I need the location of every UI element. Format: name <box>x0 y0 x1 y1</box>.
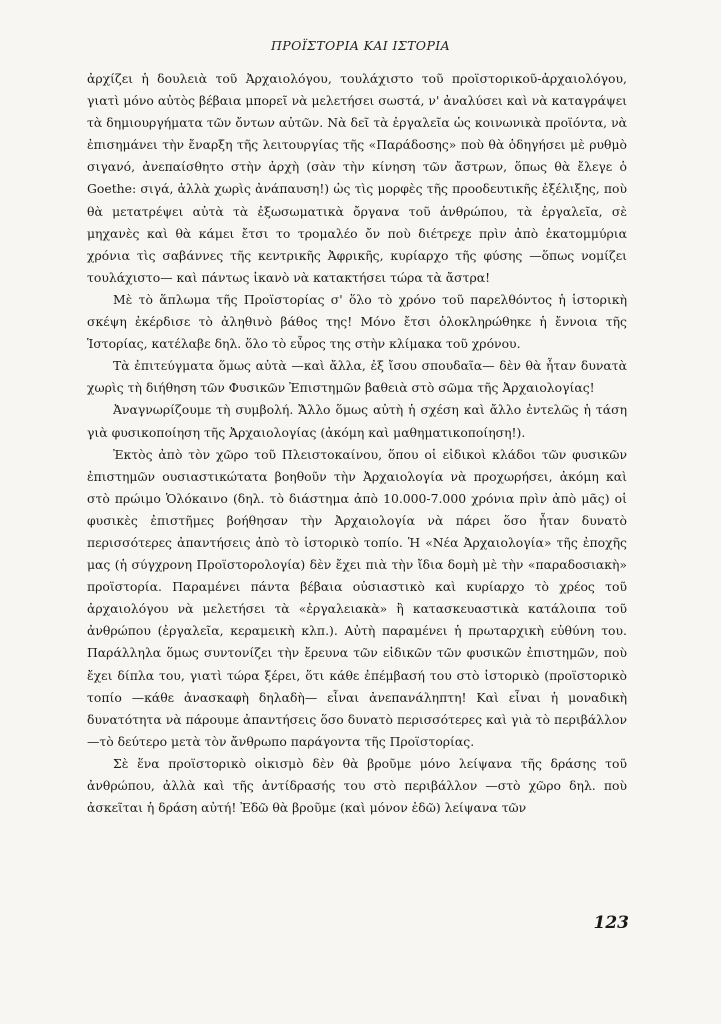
running-head: ΠΡΟΪΣΤΟΡΙΑ ΚΑΙ ΙΣΤΟΡΙΑ <box>270 38 451 53</box>
body-text <box>87 68 627 819</box>
paragraph: Ἐκτὸς ἀπὸ τὸν χῶρο τοῦ Πλειστοκαίνου, ὅπου οἱ εἰδικοὶ κλάδοι τῶν φυσικῶν ἐπιστημῶν ουσιαστικώτατα βοηθοῦν τὴν Ἀρχαιολογία νὰ προχωρήσει, ἀκόμη καὶ στὸ πρώιμο Ὁλόκαινο (δηλ. τὸ διάστημα ἀπὸ 10.000-7.000 χρόνια πρὶν ἀπὸ μᾶς) οἱ φυσικὲς ἐπιστῆμες βοήθησαν τὴν Ἀρχαιολογία νὰ πάρει ὅσο ἦταν δυνατὸ περισσότερες ἀπαντήσεις ἀπὸ τὸ ἱστορικὸ τοπίο. Ἡ «Νέα Ἀρχαιολογία» τῆς ἐποχῆς μας (ἡ σύγχρονη Προϊστορολογία) δὲν ἔχει πιὰ τὴν ἴδια δομὴ μὲ τὴν «παραδοσιακὴ» προϊστορία. Παραμένει πάντα βέβαια οὐσιαστικὸ καὶ κυρίαρχο τὸ χρέος τοῦ ἀρχαιολόγου νὰ μελετήσει τὰ «ἐργαλειακὰ» ἢ κατασκευαστικὰ κατάλοιπα τοῦ ἀνθρώπου (ἐργαλεῖα, κεραμεικὴ κλπ.). Αὐτὴ παραμένει ἡ πρωταρχικὴ εὐθύνη του. Παράλληλα ὅμως συντονίζει τὴν ἔρευνα τῶν εἰδικῶν τῶν φυσικῶν ἐπιστημῶν, ποὺ ἔχει δίπλα του, γιατὶ τώρα ξέρει, ὅτι κάθε ἐπέμβασή του στὸ ἱστορικὸ (προϊστορικὸ τοπίο —κάθε ἀνασκαφὴ δηλαδὴ— εἶναι ἀνεπανάληπτη! Καὶ εἶναι ἡ μοναδικὴ δυνατότητα νὰ πάρουμε ἀπαντήσεις ὅσο δυνατὸ περισσότερες καὶ γιὰ τὸ περιβάλλον —τὸ δεύτερο μετὰ τὸν ἄνθρωπο παράγοντα τῆς Προϊστορίας. <box>87 446 627 749</box>
paragraph: ἀρχίζει ἡ δουλειὰ τοῦ Ἀρχαιολόγου, τουλάχιστο τοῦ προϊστορικοῦ-ἀρχαιολόγου, γιατὶ μόνο αὐτὸς βέβαια μπορεῖ νὰ μελετήσει σωστά, ν' ἀναλύσει καὶ νὰ καταγράψει τὰ δημιουργήματα τῶν ὄντων αὐτῶν. Νὰ δεῖ τὰ ἐργαλεῖα ὡς κοινωνικὰ προϊόντα, νὰ ἐπισημάνει τὴν ἔναρξη τῆς λειτουργίας τῆς «Παράδοσης» ποὺ θὰ ὁδηγήσει μὲ ρυθμὸ σιγανό, ἀνεπαίσθητο στὴν ἀρχὴ (σὰν τὴν κίνηση τῶν ἄστρων, ὅπως θὰ ἔλεγε ὁ Goethe: σιγά, ἀλλὰ χωρὶς ἀνάπαυση!) ὡς τὶς μορφὲς τῆς προοδευτικῆς ἐξέλιξης, ποὺ θὰ μετατρέψει αὐτὰ τὰ ἐξωσωματικὰ ὄργανα τοῦ ἀνθρώπου, τὰ ἐργαλεῖα, σὲ μηχανὲς καὶ θὰ κάμει ἔτσι το τρομαλέο ὄν ποὺ διέτρεχε πρὶν ἀπὸ ἑκατομμύρια χρόνια τὶς σαβάννες τῆς κεντρικῆς Ἀφρικῆς, κυρίαρχο τῆς φύσης —ὅπως νομίζει τουλάχιστο— καὶ πάντως ἱκανὸ νὰ κατακτήσει τώρα τὰ ἄστρα! <box>87 71 627 285</box>
page-number: 123 <box>593 913 629 933</box>
paragraph: Ἀναγνωρίζουμε τὴ συμβολή. Ἄλλο ὅμως αὐτὴ ἡ σχέση καὶ ἄλλο ἐντελῶς ἡ τάση γιὰ φυσικοποίηση τῆς Ἀρχαιολογίας (ἀκόμη καὶ μαθηματικοποίηση!). <box>87 402 627 440</box>
paragraph: Τὰ ἐπιτεύγματα ὅμως αὐτὰ —καὶ ἄλλα, ἐξ ἴσου σπουδαῖα— δὲν θὰ ἦταν δυνατὰ χωρὶς τὴ διήθηση τῶν Φυσικῶν Ἐπιστημῶν βαθειὰ στὸ σῶμα τῆς Ἀρχαιολογίας! <box>87 358 627 396</box>
paragraph: Μὲ τὸ ἅπλωμα τῆς Προϊστορίας σ' ὅλο τὸ χρόνο τοῦ παρελθόντος ἡ ἱστορικὴ σκέψη ἐκέρδισε τὸ ἀληθινὸ βάθος της! Μόνο ἔτσι ὁλοκληρώθηκε ἡ ἔννοια τῆς Ἱστορίας, κατέλαβε δηλ. ὅλο τὸ εὖρος της στὴν κλίμακα τοῦ χρόνου. <box>87 291 627 352</box>
paragraph: Σὲ ἕνα προϊστορικὸ οἰκισμὸ δὲν θὰ βροῦμε μόνο λείψανα τῆς δράσης τοῦ ἀνθρώπου, ἀλλὰ καὶ τῆς ἀντίδρασής του στὸ περιβάλλον —στὸ χῶρο δηλ. ποὺ ἀσκεῖται ἡ δράση αὐτή! Ἐδῶ θὰ βροῦμε (καὶ μόνον ἐδῶ) λείψανα τῶν <box>87 755 627 816</box>
